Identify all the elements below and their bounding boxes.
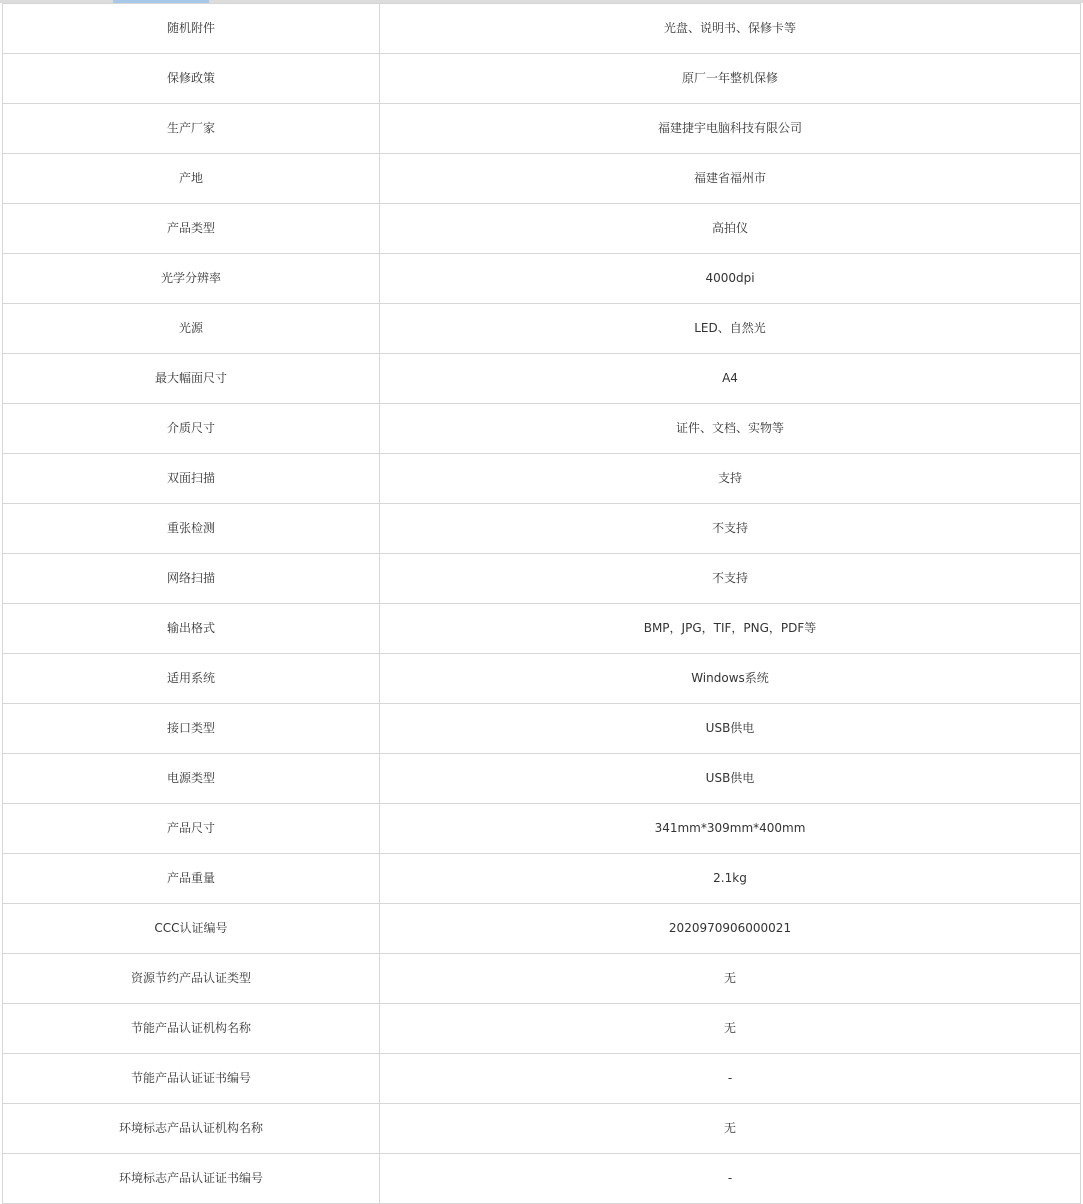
table-row	[3, 904, 1081, 954]
spec-value: 2020970906000021	[380, 904, 1081, 954]
table-row	[3, 304, 1081, 354]
spec-key: 输出格式	[3, 604, 380, 654]
spec-value: A4	[380, 354, 1081, 404]
table-row	[3, 804, 1081, 854]
spec-table	[2, 3, 1081, 1204]
spec-value: 福建省福州市	[380, 154, 1081, 204]
spec-value: 支持	[380, 454, 1081, 504]
spec-value: 证件、文档、实物等	[380, 404, 1081, 454]
spec-key: 光学分辨率	[3, 254, 380, 304]
table-row	[3, 204, 1081, 254]
spec-key: 产品尺寸	[3, 804, 380, 854]
table-row	[3, 654, 1081, 704]
spec-key: 节能产品认证机构名称	[3, 1004, 380, 1054]
spec-key: 节能产品认证证书编号	[3, 1054, 380, 1104]
table-row	[3, 954, 1081, 1004]
spec-value: 341mm*309mm*400mm	[380, 804, 1081, 854]
spec-key: 随机附件	[3, 4, 380, 54]
spec-value: Windows系统	[380, 654, 1081, 704]
spec-value: 原厂一年整机保修	[380, 54, 1081, 104]
table-row	[3, 454, 1081, 504]
spec-value: 高拍仪	[380, 204, 1081, 254]
spec-key: 保修政策	[3, 54, 380, 104]
spec-key: 适用系统	[3, 654, 380, 704]
spec-value: USB供电	[380, 704, 1081, 754]
spec-value: USB供电	[380, 754, 1081, 804]
table-row	[3, 154, 1081, 204]
table-row	[3, 1104, 1081, 1154]
spec-value: 光盘、说明书、保修卡等	[380, 4, 1081, 54]
table-row	[3, 604, 1081, 654]
spec-key: 最大幅面尺寸	[3, 354, 380, 404]
spec-value: -	[380, 1154, 1081, 1204]
table-row	[3, 1154, 1081, 1204]
spec-key: CCC认证编号	[3, 904, 380, 954]
table-row	[3, 254, 1081, 304]
table-row	[3, 754, 1081, 804]
spec-value: 福建捷宇电脑科技有限公司	[380, 104, 1081, 154]
spec-value: 4000dpi	[380, 254, 1081, 304]
table-row	[3, 104, 1081, 154]
spec-key: 双面扫描	[3, 454, 380, 504]
spec-value: 不支持	[380, 504, 1081, 554]
spec-key: 生产厂家	[3, 104, 380, 154]
table-row	[3, 1004, 1081, 1054]
spec-value: 无	[380, 1004, 1081, 1054]
table-row	[3, 4, 1081, 54]
spec-key: 环境标志产品认证证书编号	[3, 1154, 380, 1204]
table-row	[3, 354, 1081, 404]
spec-value: 无	[380, 954, 1081, 1004]
spec-key: 网络扫描	[3, 554, 380, 604]
spec-value: 不支持	[380, 554, 1081, 604]
table-row	[3, 404, 1081, 454]
spec-key: 电源类型	[3, 754, 380, 804]
spec-key: 环境标志产品认证机构名称	[3, 1104, 380, 1154]
spec-value: LED、自然光	[380, 304, 1081, 354]
spec-key: 重张检测	[3, 504, 380, 554]
table-row	[3, 554, 1081, 604]
table-row	[3, 854, 1081, 904]
spec-value: 无	[380, 1104, 1081, 1154]
table-row	[3, 704, 1081, 754]
table-row	[3, 54, 1081, 104]
spec-key: 产品类型	[3, 204, 380, 254]
spec-key: 产品重量	[3, 854, 380, 904]
table-row	[3, 1054, 1081, 1104]
spec-key: 光源	[3, 304, 380, 354]
spec-value: -	[380, 1054, 1081, 1104]
spec-key: 产地	[3, 154, 380, 204]
spec-value: 2.1kg	[380, 854, 1081, 904]
spec-key: 资源节约产品认证类型	[3, 954, 380, 1004]
spec-key: 介质尺寸	[3, 404, 380, 454]
spec-key: 接口类型	[3, 704, 380, 754]
spec-table-body	[3, 4, 1081, 1204]
spec-value: BMP，JPG，TIF，PNG，PDF等	[380, 604, 1081, 654]
table-row	[3, 504, 1081, 554]
